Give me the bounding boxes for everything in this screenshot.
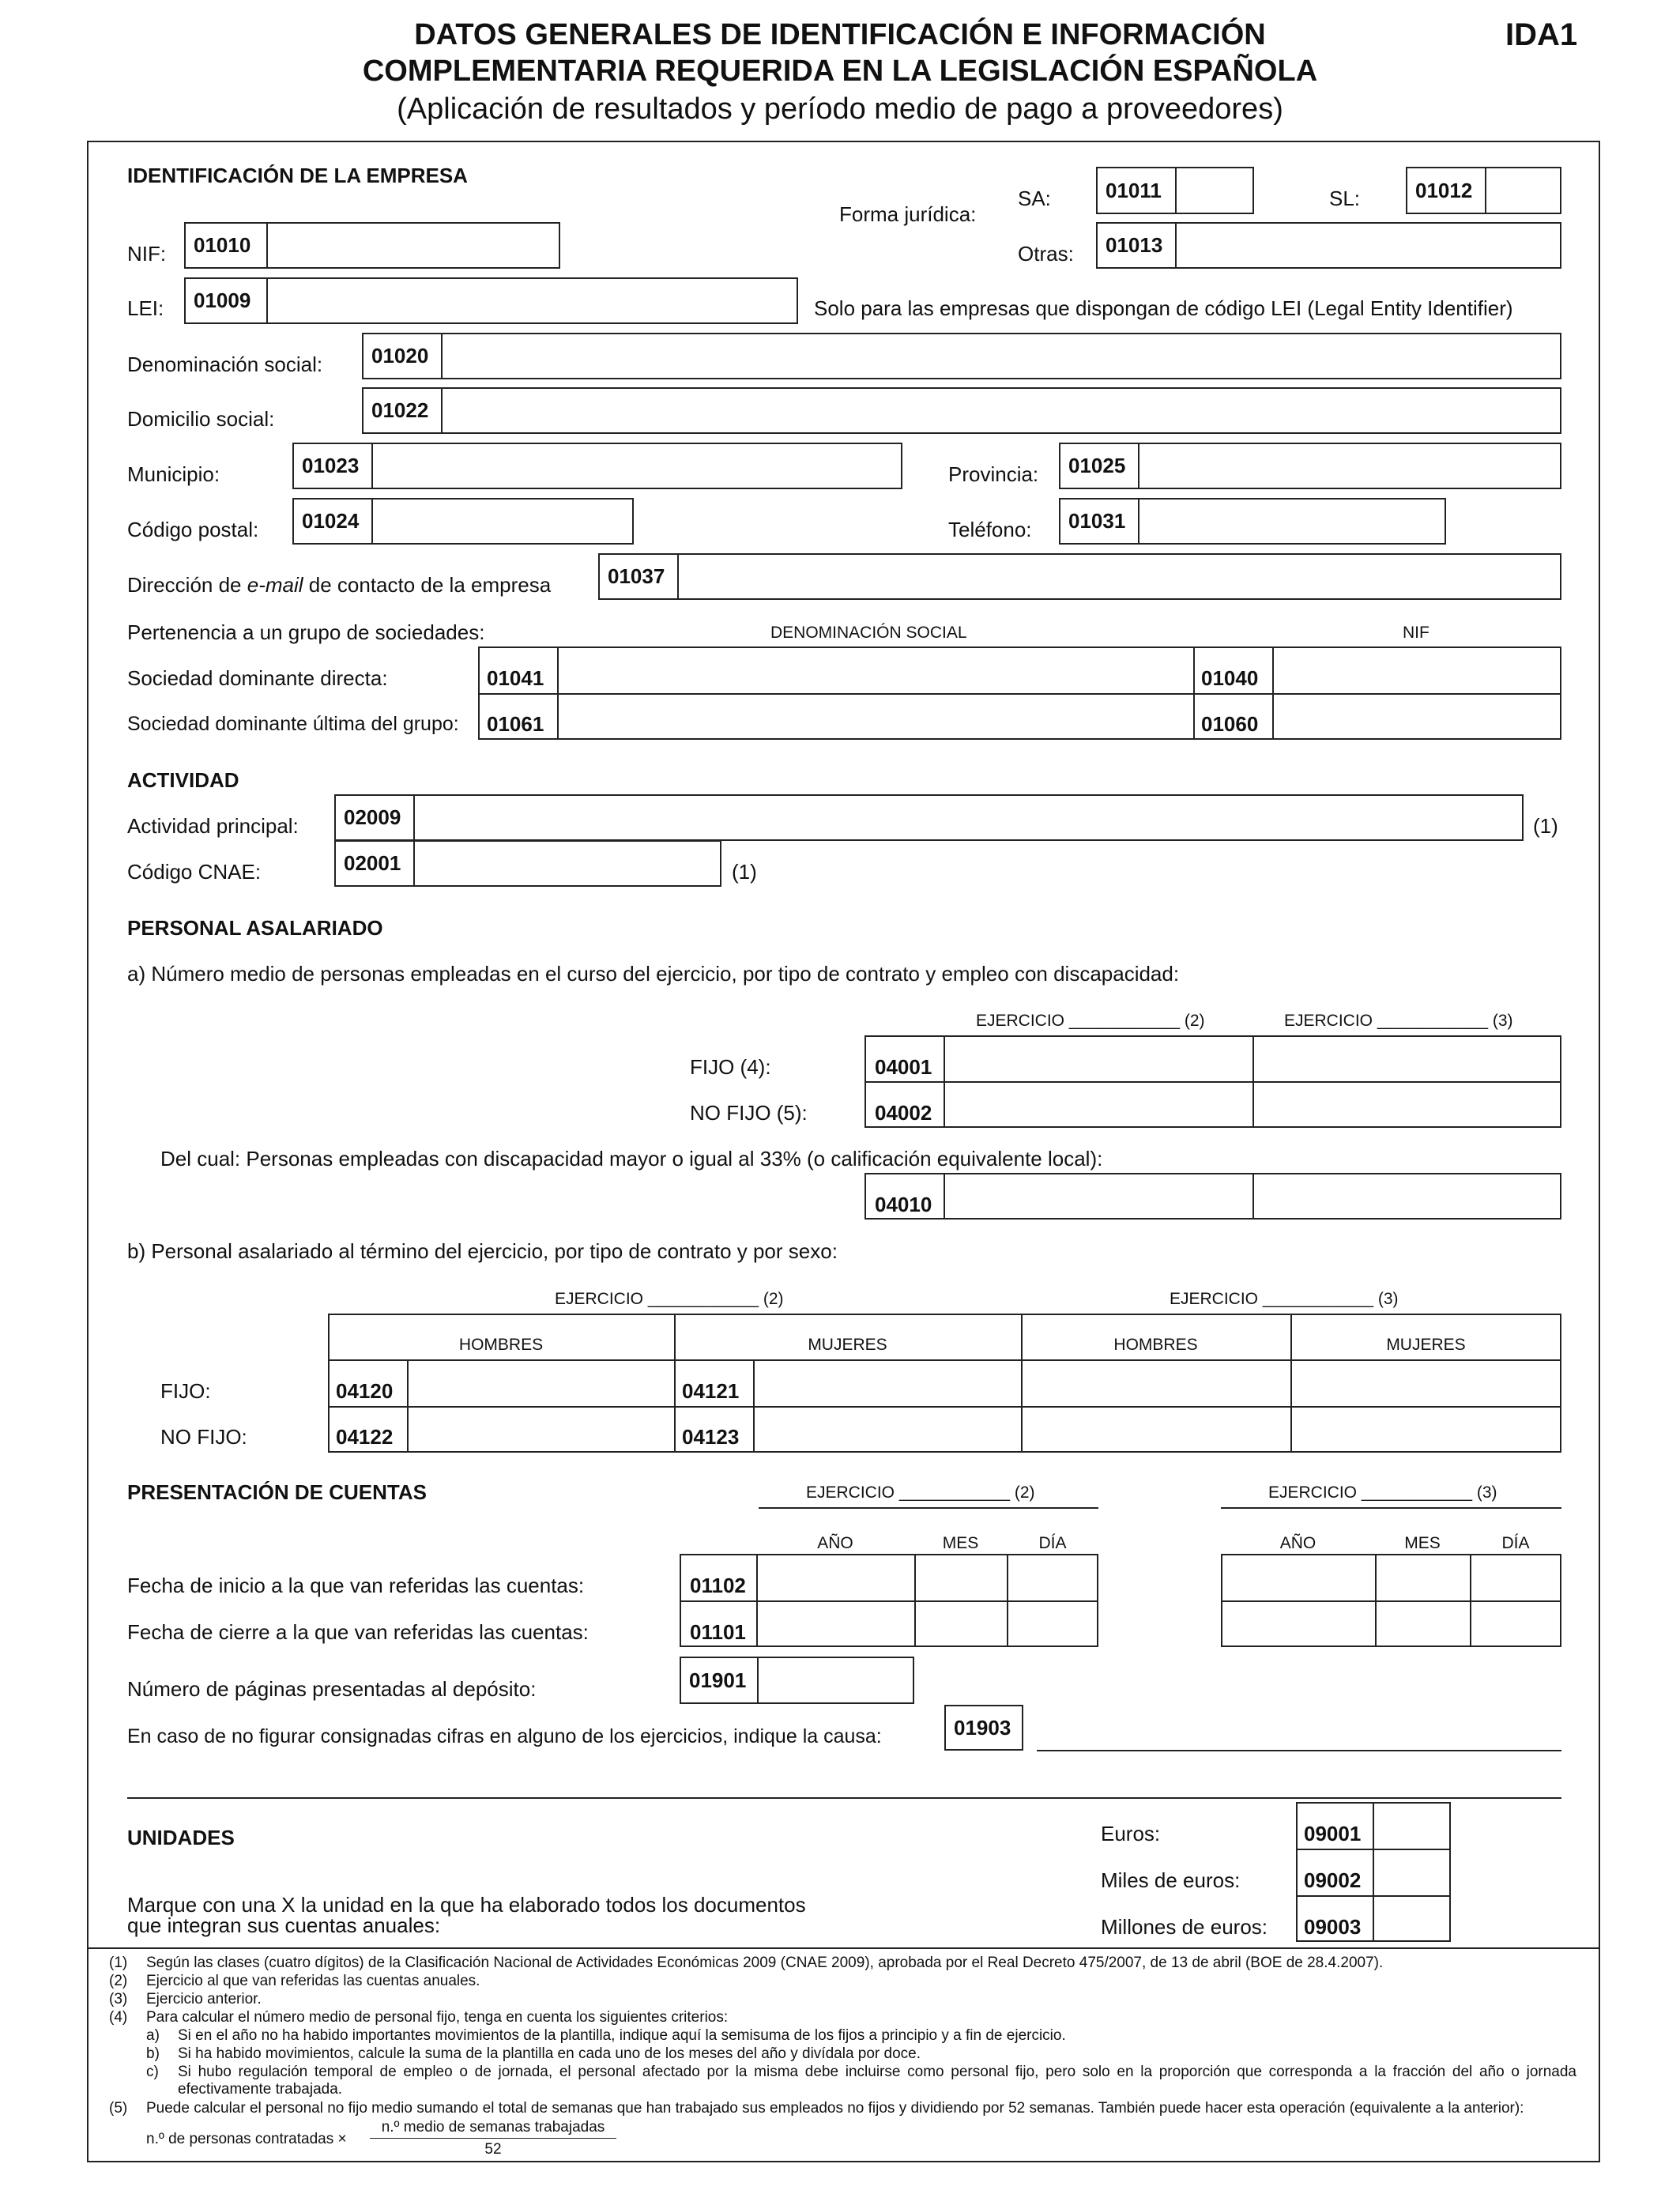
section-personal-heading: PERSONAL ASALARIADO — [127, 916, 383, 940]
denominacion-code: 01020 — [363, 334, 443, 378]
fecha-inicio-dia-3-input[interactable] — [1471, 1555, 1560, 1600]
telefono-field[interactable] — [1059, 498, 1446, 545]
actividad-principal-note: (1) — [1533, 814, 1558, 838]
unidades-instr-line2: que integran sus cuentas anuales: — [127, 1913, 441, 1937]
millones-euros-label: Millones de euros: — [1101, 1915, 1268, 1939]
form-subtitle: (Aplicación de resultados y período medio de pago a proveedores) — [397, 92, 1283, 126]
causa-code: 01903 — [954, 1715, 1011, 1740]
sl-code: 01012 — [1407, 168, 1486, 213]
discapacidad-text: Del cual: Personas empleadas con discapacidad mayor o igual al 33% (o calificación equivalente local): — [160, 1147, 1103, 1171]
fecha-inicio-dia-2-input[interactable] — [1008, 1555, 1097, 1600]
sl-field[interactable] — [1406, 167, 1561, 214]
footnote-3-text: Ejercicio anterior. — [146, 1991, 262, 2007]
nif-label: NIF: — [127, 242, 167, 266]
footnote-4c-text: Si hubo regulación temporal de empleo o de jornada, el personal afectado por la misma debe incluirse como personal fijo, pero solo en la proporción que corresponda a la fracción del año o jornada efectivamente trabajada. — [178, 2064, 1576, 2098]
dominante-directa-code: 01041 — [487, 666, 544, 690]
personal-b-ejercicio3: EJERCICIO ____________ (3) — [1170, 1290, 1399, 1308]
fijo4-label: FIJO (4): — [690, 1055, 771, 1079]
formula-left: n.º de personas contratadas × — [146, 2131, 347, 2147]
fecha-cierre-mes-2-input[interactable] — [916, 1602, 1006, 1646]
sa-label: SA: — [1018, 187, 1051, 210]
municipio-field[interactable] — [292, 443, 902, 489]
email-label-post: de contacto de la empresa — [303, 573, 552, 597]
euros-label: Euros: — [1101, 1822, 1161, 1845]
footnote-2-number: (2) — [109, 1973, 128, 1989]
municipio-label: Municipio: — [127, 462, 220, 486]
unidades-separator — [127, 1797, 1561, 1799]
fecha-inicio-label: Fecha de inicio a la que van referidas las cuentas: — [127, 1574, 585, 1597]
cnae-note: (1) — [732, 860, 757, 884]
nofijo-hombres-ejercicio3-input[interactable] — [1023, 1408, 1290, 1451]
cuentas-anio-3: AÑO — [1279, 1534, 1317, 1552]
lei-label: LEI: — [127, 296, 164, 320]
causa-code-box — [944, 1705, 1023, 1751]
email-label-em: e-mail — [247, 573, 303, 597]
cnae-field[interactable] — [334, 840, 721, 887]
telefono-label: Teléfono: — [948, 518, 1032, 541]
cuentas-dia-3: DÍA — [1501, 1534, 1530, 1552]
codigo-postal-code: 01024 — [294, 499, 373, 543]
fecha-cierre-dia-2-input[interactable] — [1008, 1602, 1097, 1646]
actividad-principal-field[interactable] — [334, 794, 1524, 841]
fecha-inicio-mes-3-input[interactable] — [1377, 1555, 1469, 1600]
fecha-cierre-mes-3-input[interactable] — [1377, 1602, 1469, 1646]
miles-euros-code: 09002 — [1304, 1868, 1362, 1892]
fecha-inicio-anio-3-input[interactable] — [1222, 1555, 1374, 1600]
fijo-mujeres-ejercicio2-input[interactable] — [755, 1361, 1020, 1405]
form-code: IDA1 — [1505, 17, 1578, 52]
cuentas-ejercicio3-underline — [1221, 1507, 1561, 1509]
fijo4-code: 04001 — [875, 1055, 932, 1079]
footnote-4b-letter: b) — [146, 2045, 160, 2062]
fecha-cierre-label: Fecha de cierre a la que van referidas las cuentas: — [127, 1620, 589, 1644]
miles-euros-checkbox[interactable] — [1374, 1850, 1449, 1894]
grupo-table-nif-divider — [1193, 647, 1195, 740]
dominante-directa-label: Sociedad dominante directa: — [127, 666, 388, 690]
personal-a-ejercicio2: EJERCICIO ____________ (2) — [976, 1012, 1205, 1030]
footnote-2-text: Ejercicio al que van referidas las cuentas anuales. — [146, 1973, 480, 1989]
footnote-4a-letter: a) — [146, 2027, 160, 2044]
nif-field[interactable] — [184, 222, 560, 269]
footnotes-separator — [87, 1947, 1600, 1949]
personal-b-ejercicio2: EJERCICIO ____________ (2) — [555, 1290, 784, 1308]
fijo-hombres-code: 04120 — [336, 1379, 394, 1403]
personal-b-mujeres-3: MUJERES — [1386, 1336, 1466, 1354]
nofijo5-ejercicio2-input[interactable] — [945, 1083, 1252, 1126]
email-label — [127, 573, 551, 597]
lei-note: Solo para las empresas que dispongan de código LEI (Legal Entity Identifier) — [814, 296, 1513, 320]
denominacion-label: Denominación social: — [127, 352, 323, 376]
dominante-directa-nif-input[interactable] — [1274, 648, 1560, 692]
fecha-inicio-mes-2-input[interactable] — [916, 1555, 1006, 1600]
grupo-label: Pertenencia a un grupo de sociedades: — [127, 620, 485, 644]
nofijo-hombres-code: 04122 — [336, 1425, 394, 1449]
actividad-principal-code: 02009 — [336, 796, 415, 839]
fijo-mujeres-ejercicio3-input[interactable] — [1292, 1361, 1560, 1405]
codigo-postal-field[interactable] — [292, 498, 634, 545]
otras-label: Otras: — [1018, 242, 1074, 266]
cuentas-anio-2: AÑO — [817, 1534, 853, 1552]
lei-code: 01009 — [186, 279, 268, 322]
cuentas-ejercicio3: EJERCICIO ____________ (3) — [1268, 1483, 1497, 1502]
section-cuentas-heading: PRESENTACIÓN DE CUENTAS — [127, 1480, 427, 1504]
nofijo-hombres-ejercicio2-input[interactable] — [409, 1408, 673, 1451]
fecha-cierre-anio-2-input[interactable] — [758, 1602, 913, 1646]
fijo-label: FIJO: — [160, 1379, 211, 1403]
fecha-cierre-code: 01101 — [690, 1620, 746, 1644]
fijo4-ejercicio2-input[interactable] — [945, 1037, 1252, 1080]
euros-checkbox[interactable] — [1374, 1804, 1449, 1848]
sa-field[interactable] — [1096, 167, 1254, 214]
col-denominacion-header: DENOMINACIÓN SOCIAL — [770, 624, 967, 642]
cuentas-ejercicio2: EJERCICIO ____________ (2) — [806, 1483, 1035, 1502]
footnote-5-text: Puede calcular el personal no fijo medio sumando el total de semanas que han trabajado sus empleados no fijos y dividiendo por 52 semanas. También puede hacer esta operación (equivalente a la anterior): — [146, 2100, 1524, 2117]
denominacion-field[interactable] — [362, 333, 1561, 379]
footnote-4-text: Para calcular el número medio de personal fijo, tenga en cuenta los siguientes criterios: — [146, 2009, 729, 2026]
otras-field[interactable] — [1096, 222, 1561, 269]
section-actividad-heading: ACTIVIDAD — [127, 768, 239, 792]
footnote-4b-text: Si ha habido movimientos, calcule la suma de la plantilla en cada uno de los meses del año y divídala por doce. — [178, 2045, 921, 2062]
footnote-5-number: (5) — [109, 2100, 128, 2117]
dominante-ultima-code: 01061 — [487, 712, 544, 736]
fecha-cierre-dia-3-input[interactable] — [1471, 1602, 1560, 1646]
cuentas-mes-3: MES — [1404, 1534, 1441, 1552]
col-nif-header: NIF — [1403, 624, 1430, 642]
fecha-inicio-anio-2-input[interactable] — [758, 1555, 913, 1600]
paginas-label: Número de páginas presentadas al depósito: — [127, 1677, 537, 1701]
nif-code: 01010 — [186, 224, 268, 267]
paginas-field[interactable] — [680, 1657, 914, 1704]
cnae-code: 02001 — [336, 842, 415, 885]
nofijo-mujeres-code: 04123 — [682, 1425, 740, 1449]
footnote-4-number: (4) — [109, 2009, 128, 2026]
dominante-ultima-input[interactable] — [559, 695, 1192, 738]
footnote-1-number: (1) — [109, 1955, 128, 1971]
provincia-code: 01025 — [1060, 444, 1139, 488]
nofijo5-code: 04002 — [875, 1101, 932, 1125]
telefono-code: 01031 — [1060, 499, 1139, 543]
causa-label: En caso de no figurar consignadas cifras en alguno de los ejercicios, indique la causa: — [127, 1725, 882, 1747]
nofijo-label: NO FIJO: — [160, 1425, 247, 1449]
personal-a-ejercicio3: EJERCICIO ____________ (3) — [1284, 1012, 1513, 1030]
dominante-ultima-nif-code: 01060 — [1201, 712, 1259, 736]
codigo-postal-label: Código postal: — [127, 518, 259, 541]
municipio-code: 01023 — [294, 444, 373, 488]
domicilio-field[interactable] — [362, 387, 1561, 434]
causa-input[interactable] — [1037, 1715, 1561, 1751]
fijo-mujeres-code: 04121 — [682, 1379, 740, 1403]
nofijo5-label: NO FIJO (5): — [690, 1101, 808, 1125]
provincia-label: Provincia: — [948, 462, 1039, 486]
personal-b-mujeres-2: MUJERES — [808, 1336, 887, 1354]
formula-fraction-bar — [370, 2138, 616, 2139]
lei-field[interactable] — [184, 277, 798, 324]
sa-code: 01011 — [1098, 168, 1177, 213]
euros-code: 09001 — [1304, 1822, 1362, 1845]
unidades-instr-line1: Marque con una X la unidad en la que ha elaborado todos los documentos — [127, 1893, 806, 1917]
personal-b-hombres-2: HOMBRES — [458, 1336, 544, 1354]
nofijo5-ejercicio3-input[interactable] — [1254, 1083, 1560, 1126]
dominante-directa-nif-code: 01040 — [1201, 666, 1259, 690]
formula-numerator: n.º medio de semanas trabajadas — [381, 2119, 605, 2136]
millones-euros-checkbox[interactable] — [1374, 1897, 1449, 1940]
personal-a-text: a) Número medio de personas empleadas en el curso del ejercicio, por tipo de contrato y empleo con discapacidad: — [127, 962, 1180, 986]
discapacidad-ejercicio3-input[interactable] — [1254, 1174, 1560, 1218]
provincia-field[interactable] — [1059, 443, 1561, 489]
nofijo-mujeres-ejercicio2-input[interactable] — [755, 1408, 1020, 1451]
section-identificacion-heading: IDENTIFICACIÓN DE LA EMPRESA — [127, 164, 468, 187]
dominante-directa-input[interactable] — [559, 648, 1192, 692]
forma-juridica-label: Forma jurídica: — [839, 202, 977, 226]
discapacidad-code: 04010 — [875, 1193, 932, 1216]
footnote-1-text: Según las clases (cuatro dígitos) de la Clasificación Nacional de Actividades Económicas 2009 (CNAE 2009), aprobada por el Real Decreto 475/2007, de 13 de abril (BOE de 28.4.2007). — [146, 1955, 1384, 1971]
email-code: 01037 — [600, 555, 679, 598]
miles-euros-label: Miles de euros: — [1101, 1868, 1241, 1892]
otras-code: 01013 — [1098, 224, 1177, 267]
cnae-label: Código CNAE: — [127, 860, 262, 884]
footnote-4c-letter: c) — [146, 2064, 159, 2080]
personal-b-hombres-3: HOMBRES — [1113, 1336, 1198, 1354]
section-unidades-heading: UNIDADES — [127, 1826, 235, 1849]
actividad-principal-label: Actividad principal: — [127, 814, 299, 838]
fecha-inicio-code: 01102 — [690, 1574, 746, 1597]
nofijo-mujeres-ejercicio3-input[interactable] — [1292, 1408, 1560, 1451]
email-field[interactable] — [598, 553, 1561, 600]
formula-denominator: 52 — [484, 2141, 502, 2158]
dominante-ultima-label: Sociedad dominante última del grupo: — [127, 713, 459, 735]
fijo-hombres-ejercicio3-input[interactable] — [1023, 1361, 1290, 1405]
cuentas-ejercicio2-underline — [759, 1507, 1098, 1509]
personal-b-text: b) Personal asalariado al término del ejercicio, por tipo de contrato y por sexo: — [127, 1239, 838, 1263]
form-title-line2: COMPLEMENTARIA REQUERIDA EN LA LEGISLACIÓN ESPAÑOLA — [362, 55, 1318, 88]
personal-b-col-divider-1 — [674, 1314, 676, 1453]
fijo4-ejercicio3-input[interactable] — [1254, 1037, 1560, 1080]
domicilio-code: 01022 — [363, 389, 443, 432]
cuentas-mes-2: MES — [942, 1534, 979, 1552]
footnote-4a-text: Si en el año no ha habido importantes movimientos de la plantilla, indique aquí la semisuma de los fijos a principio y a fin de ejercicio. — [178, 2027, 1066, 2044]
paginas-code: 01901 — [681, 1658, 759, 1702]
email-label-pre: Dirección de — [127, 573, 247, 597]
cuentas-dia-2: DÍA — [1038, 1534, 1067, 1552]
sl-label: SL: — [1329, 187, 1361, 210]
form-title-line1: DATOS GENERALES DE IDENTIFICACIÓN E INFORMACIÓN — [414, 18, 1266, 51]
domicilio-label: Domicilio social: — [127, 407, 275, 431]
fecha-cierre-anio-3-input[interactable] — [1222, 1602, 1374, 1646]
discapacidad-ejercicio2-input[interactable] — [945, 1174, 1252, 1218]
fijo-hombres-ejercicio2-input[interactable] — [409, 1361, 673, 1405]
dominante-ultima-nif-input[interactable] — [1274, 695, 1560, 738]
footnote-3-number: (3) — [109, 1991, 128, 2007]
millones-euros-code: 09003 — [1304, 1915, 1362, 1939]
